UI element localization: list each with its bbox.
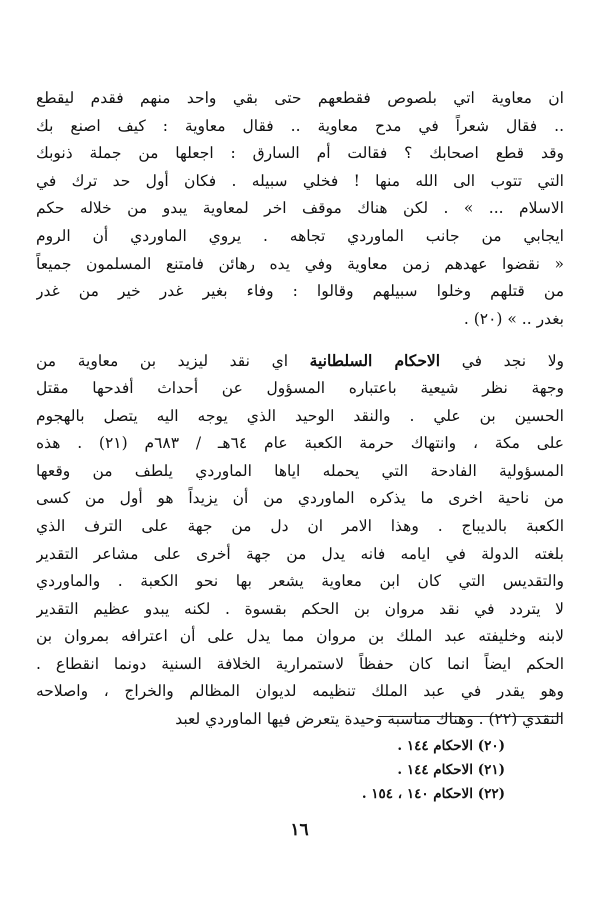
text-line: ايجابي من جانب الماوردي تجاهه . يروي الماوردي أن الروم [36,226,564,245]
text-line: التي تتوب الى الله منها ! فخلي سبيله . فكان أول حد ترك في [36,171,564,190]
text-line: من ناحية اخرى ما يذكره الماوردي من أن يزيداً هو أول من كسى [36,489,564,508]
footnote: (٢٠) الاحكام ١٤٤ . [397,738,505,754]
text-line: لابنه وخليفته عبد الملك بن مروان مما يدل على أن اعترافه بمروان بن [36,627,564,646]
text-line: النقدي (٢٢) . وهناك مناسبة وحيدة يتعرض فيها الماوردي لعبد [175,710,564,729]
text-line: ان معاوية اتي بلصوص فقطعهم حتى بقي واحد منهم فقدم ليقطع [36,89,564,107]
text-line: لا يتردد في نقد مروان بن الحكم بقسوة . لكنه يبدو عظيم التقدير [36,599,564,618]
text-line: .. فقال شعراً في مدح معاوية .. فقال معاوية : كيف اصنع بك [36,116,564,135]
text-line: « نقضوا عهدهم زمن معاوية وفي يده رهائن فامتنع المسلمون جميعاً [36,254,564,273]
text-line: الاسلام ... » . لكن هناك موقف اخر لمعاوية يبدو من خلاله حكم [36,199,564,218]
text-line: الحسين بن علي . والنقد الوحيد الذي يوجه اليه يتصل بالهجوم [36,406,564,425]
text-line: بغدر .. » (٢٠) . [463,309,564,328]
text-line: وقد قطع اصحابك ؟ فقالت أم السارق : اجعلها من جملة ذنوبك [36,144,564,163]
paragraph-1 [36,85,564,333]
footnote: (٢١) الاحكام ١٤٤ . [397,762,505,778]
text-line: الحكم ايضاً انما كان حفظاً لاستمرارية الخلافة السنية دونما انقطاع . [36,654,564,673]
text-line: الكعبة بالديباج . وهذا الامر ان دل من جهة على الترف الذي [36,516,564,535]
text-line: وجهة نظر شيعية باعتباره المسؤول عن أحداث أفدحها مقتل [36,378,564,397]
paragraph-2 [36,347,564,733]
text-run: ولا نجد في [461,352,564,371]
body-text [36,85,564,734]
text-line: وهو يقدر في عبد الملك تنظيمه لديوان المظالم والخراج ، واصلاحه [36,682,564,701]
text-line-first [36,347,564,375]
text-run: اي نقد ليزيد بن معاوية من [36,352,289,371]
text-line: من قتلهم وخلوا سبيلهم وقالوا : وفاء بغير غدر خير من غدر [36,282,564,301]
text-line: بلغته الدولة في ايامه فانه يدل من جهة أخرى على مشاعر التقدير [36,544,564,563]
book-title-bold: الاحكام السلطانية [309,351,441,371]
text-line: المسؤولية الفادحة التي يحمله اياها الماوردي يلطف من وقعها [36,461,564,480]
footnotes [205,734,505,806]
footnote-divider [378,716,562,717]
text-line: على مكة ، وانتهاك حرمة الكعبة عام ٦٤هـ / ٦٨٣م (٢١) . هذه [36,434,564,453]
page-number: ١٦ [290,820,309,840]
text-line: والتقديس التي كان ابن معاوية يشعر بها نحو الكعبة . والماوردي [36,572,564,591]
footnote: (٢٢) الاحكام ١٤٠ ، ١٥٤ . [361,786,505,802]
